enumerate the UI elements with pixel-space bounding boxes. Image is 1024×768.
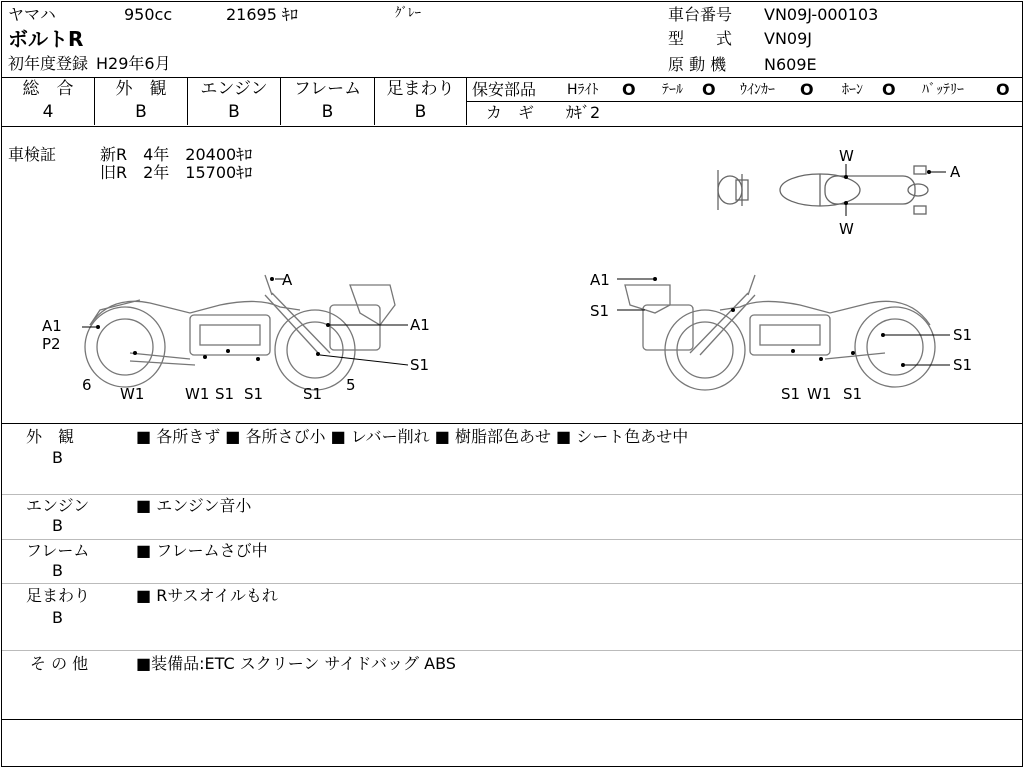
note-exterior-text: ■ 各所きず ■ 各所さび小 ■ レバー削れ ■ 樹脂部色あせ ■ シート色あせ中 bbox=[136, 427, 689, 446]
bike-top-view-diagram bbox=[700, 140, 980, 240]
note-frame-category: フレーム bbox=[26, 541, 90, 560]
engine-code-label: 原 動 機 bbox=[668, 55, 727, 74]
type-value: VN09J bbox=[764, 29, 812, 48]
right-mark-s1-lower: S1 bbox=[953, 356, 973, 374]
inspection-old: 旧R 2年 15700ｷﾛ bbox=[100, 163, 253, 182]
safety-label: 保安部品 bbox=[472, 80, 537, 99]
first-registration-value: H29年6月 bbox=[96, 54, 171, 73]
left-mark-s1-b: S1 bbox=[244, 385, 264, 403]
right-mark-s1-b: S1 bbox=[843, 385, 863, 403]
left-mark-a-top: A bbox=[282, 271, 293, 289]
note-frame-grade: B bbox=[52, 561, 63, 580]
displacement: 950cc bbox=[124, 5, 173, 24]
safety-item-horn: ﾎｰﾝ bbox=[842, 82, 863, 98]
left-mark-s1-a: S1 bbox=[215, 385, 235, 403]
first-registration-label: 初年度登録 bbox=[8, 54, 89, 73]
top-mark-w-upper: W bbox=[839, 147, 854, 165]
model-name: ボルトR bbox=[8, 27, 84, 51]
safety-check-battery: O bbox=[996, 80, 1010, 99]
safety-item-tail: ﾃｰﾙ bbox=[662, 82, 683, 98]
engine-code-value: N609E bbox=[764, 55, 817, 74]
safety-check-headlight: O bbox=[622, 80, 636, 99]
left-mark-s1-c: S1 bbox=[303, 385, 323, 403]
left-mark-w1-a: W1 bbox=[120, 385, 145, 403]
right-mark-s1-a: S1 bbox=[781, 385, 801, 403]
mileage: 21695 ｷﾛ bbox=[226, 5, 298, 24]
note-suspension-category: 足まわり bbox=[26, 586, 91, 605]
right-mark-s1-upper: S1 bbox=[953, 326, 973, 344]
safety-check-horn: O bbox=[882, 80, 896, 99]
inspection-new: 新R 4年 20400ｷﾛ bbox=[100, 145, 253, 164]
safety-check-winker: O bbox=[800, 80, 814, 99]
engine-grade: B bbox=[228, 102, 240, 122]
safety-item-battery: ﾊﾞｯﾃﾘｰ bbox=[922, 82, 964, 98]
left-mark-w1-b: W1 bbox=[185, 385, 210, 403]
bike-left-side-diagram bbox=[40, 265, 440, 410]
bike-right-side-diagram bbox=[585, 265, 985, 410]
note-exterior-category: 外 観 bbox=[26, 427, 75, 446]
note-frame-text: ■ フレームさび中 bbox=[136, 541, 268, 560]
frame-number-label: 車台番号 bbox=[668, 5, 733, 24]
suspension-label: 足まわり bbox=[386, 79, 455, 99]
suspension-grade: B bbox=[414, 102, 427, 122]
note-engine-grade: B bbox=[52, 516, 63, 535]
maker: ヤマハ bbox=[8, 5, 56, 24]
left-mark-a1-right: A1 bbox=[410, 316, 430, 334]
frame-number-value: VN09J-000103 bbox=[764, 5, 879, 24]
overall-label: 総 合 bbox=[22, 79, 74, 99]
key-label: カ ギ bbox=[486, 103, 535, 122]
frame-label: フレーム bbox=[293, 79, 362, 99]
note-suspension-text: ■ Rサスオイルもれ bbox=[136, 586, 278, 605]
engine-label: エンジン bbox=[200, 79, 268, 99]
type-label: 型 式 bbox=[668, 29, 733, 48]
right-mark-a1: A1 bbox=[590, 271, 610, 289]
left-mark-a1-left: A1 bbox=[42, 317, 62, 335]
note-engine-category: エンジン bbox=[26, 496, 90, 515]
safety-item-winker: ｳｲﾝｶｰ bbox=[740, 82, 775, 98]
right-mark-w1: W1 bbox=[807, 385, 832, 403]
note-suspension-grade: B bbox=[52, 608, 63, 627]
note-other-category: そ の 他 bbox=[30, 654, 89, 673]
safety-check-tail: O bbox=[702, 80, 716, 99]
note-engine-text: ■ エンジン音小 bbox=[136, 496, 252, 515]
left-mark-5: 5 bbox=[346, 376, 356, 394]
left-mark-p2: P2 bbox=[42, 335, 61, 353]
note-other-text: ■装備品:ETC スクリーン サイドバッグ ABS bbox=[136, 654, 456, 673]
top-mark-a: A bbox=[950, 163, 961, 181]
color: ｸﾞﾚｰ bbox=[395, 6, 421, 21]
right-mark-s1-left: S1 bbox=[590, 302, 610, 320]
exterior-label: 外 観 bbox=[115, 79, 167, 99]
left-mark-s1-right: S1 bbox=[410, 356, 430, 374]
inspection-label: 車検証 bbox=[8, 145, 57, 164]
exterior-grade: B bbox=[135, 102, 147, 122]
key-value: ｶｷﾞ2 bbox=[566, 103, 601, 122]
note-exterior-grade: B bbox=[52, 448, 63, 467]
top-mark-w-lower: W bbox=[839, 220, 854, 238]
frame-grade: B bbox=[321, 102, 334, 122]
left-mark-6: 6 bbox=[82, 376, 92, 394]
safety-item-headlight: Hﾗｲﾄ bbox=[567, 82, 599, 98]
overall-grade: 4 bbox=[42, 102, 54, 122]
